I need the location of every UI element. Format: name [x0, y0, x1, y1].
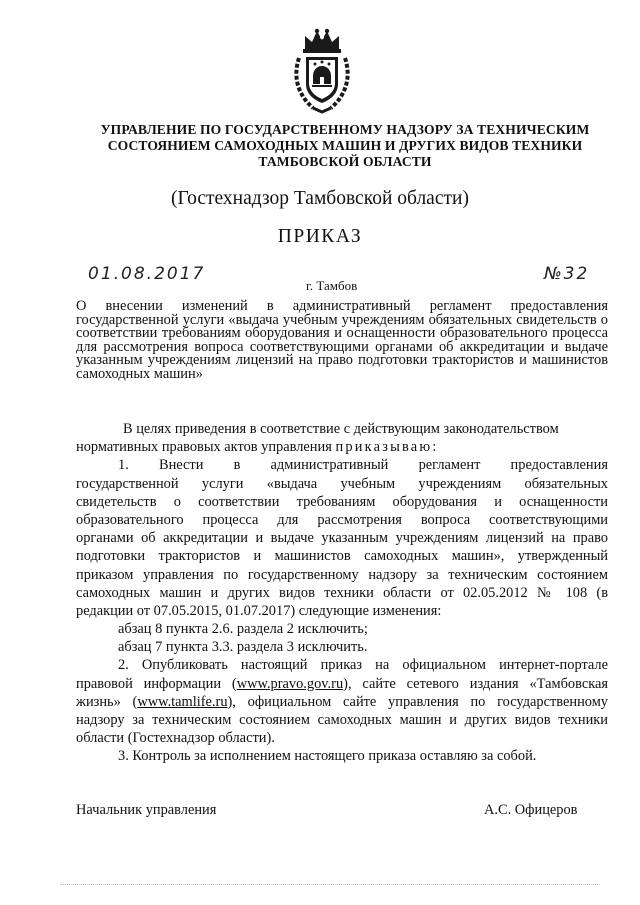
body-line: 2. Опубликовать настоящий приказ на официальном интернет-портале [118, 657, 608, 674]
order-city: г. Тамбов [306, 278, 358, 293]
order-date: 01.08.2017 [88, 264, 206, 284]
org-line-1: УПРАВЛЕНИЕ ПО ГОСУДАРСТВЕННОМУ НАДЗОРУ ЗА ТЕХНИЧЕСКИМ [100, 122, 590, 137]
body-line: свидетельств о соответствии требованиям оборудования и оснащенности [76, 493, 608, 510]
order-keyword: приказываю: [335, 439, 439, 456]
body-line: государственной услуги «выдача учебным учреждениям обязательных [76, 475, 608, 492]
order-body [76, 420, 608, 766]
body-line: редакции от 07.05.2015, 01.07.2017) следующие изменения: [76, 602, 442, 619]
body-line: В целях приведения в соответствие с действующим законодательством [123, 421, 559, 437]
body-line: приказом управления по государственному надзору за техническим состоянием [76, 566, 608, 583]
body-line: абзац 7 пункта 3.3. раздела 3 исключить. [118, 639, 368, 656]
organization-name [60, 122, 630, 170]
body-line: области (Гостехнадзор области). [76, 730, 275, 747]
body-line: 3. Контроль за исполнением настоящего приказа оставляю за собой. [118, 748, 537, 765]
org-line-3: ТАМБОВСКОЙ ОБЛАСТИ [258, 154, 432, 169]
body-line: образовательного процесса для рассмотрения вопроса соответствующими [76, 511, 608, 528]
body-line: органами об аккредитации и выдаче указанным учреждениям лицензий на право [76, 530, 608, 547]
org-short-name: (Гостехнадзор Тамбовской области) [171, 188, 469, 209]
order-subject: О внесении изменений в административный регламент предоставления государственной услуги «выдача учебным учреждениям обязательных свидетельств о соответствии требованиям оборудования и оснащенности образовательного процесса для рассмотрения вопроса соответствующими органами об аккредитации и выдаче указанным учреждениям лицензий на право подготовки трактористов и машинистов самоходных машин» [76, 298, 608, 382]
body-line: надзору за техническим состоянием самоходных машин и других видов техники [76, 712, 608, 728]
body-line: правовой информации (www.pravo.gov.ru), сайте сетевого издания «Тамбовская [76, 675, 608, 692]
body-line: 1. Внести в административный регламент предоставления [118, 457, 608, 474]
order-number: №32 [544, 264, 590, 284]
org-line-2: СОСТОЯНИЕМ САМОХОДНЫХ МАШИН И ДРУГИХ ВИДОВ ТЕХНИКИ [107, 138, 583, 153]
tambov-coat-of-arms-icon [291, 28, 353, 114]
body-line: абзац 8 пункта 2.6. раздела 2 исключить; [118, 621, 368, 638]
signature-position: Начальник управления [76, 802, 217, 818]
body-line: самоходных машин и других видов техники области от 02.05.2012 № 108 (в [76, 584, 608, 601]
signature-name: А.С. Офицеров [484, 802, 578, 818]
body-line: подготовки трактористов и машинистов самоходных машин», утвержденный [76, 548, 608, 565]
scan-artifact-divider [60, 884, 600, 891]
body-text: нормативных правовых актов управления [76, 439, 332, 456]
pravo-link[interactable]: www.pravo.gov.ru [236, 675, 344, 692]
tamlife-link[interactable]: www.tamlife.ru [137, 693, 228, 710]
document-type: ПРИКАЗ [277, 226, 363, 247]
body-line [76, 438, 608, 456]
body-line: жизнь» (www.tamlife.ru), официальном сайте управления по государственному [76, 693, 608, 710]
